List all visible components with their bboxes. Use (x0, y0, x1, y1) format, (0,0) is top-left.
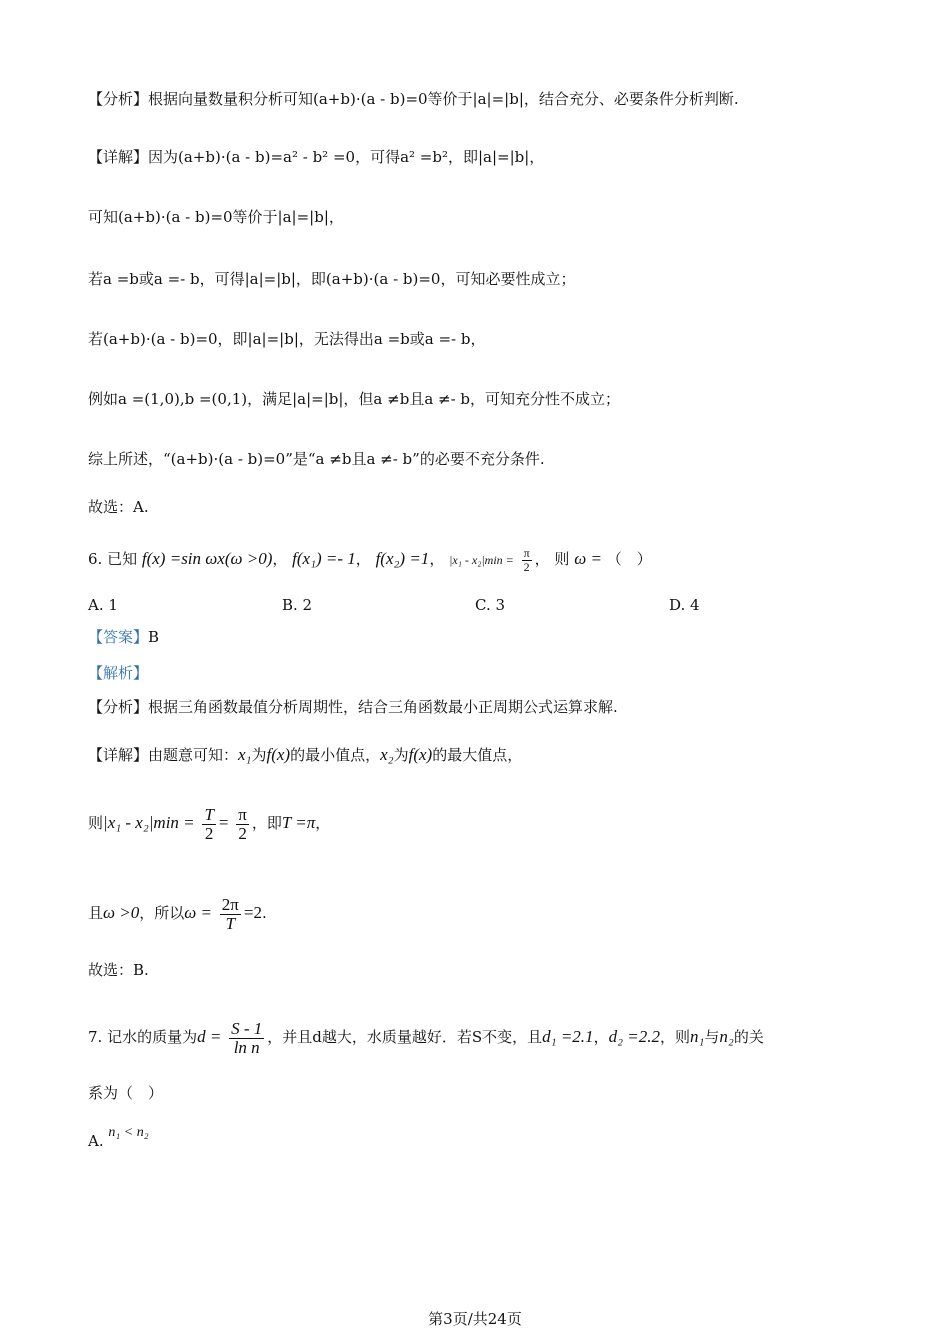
detail-6b-ji: ，即 (251, 814, 282, 832)
q7-d2: d₂ =2.2 (608, 1027, 660, 1046)
detail-line-5 (88, 392, 620, 407)
selection-5 (88, 500, 149, 515)
detail-6c-cond: ω >0 (103, 903, 140, 922)
detail-text-4: 若(a+b)·(a - b)=0，即|a|=|b|，无法得出a =b或a =- b， (88, 330, 486, 348)
explanation-label: 【解析】 (88, 664, 149, 682)
detail-text-2: 可知(a+b)·(a - b)=0等价于|a|=|b|， (88, 208, 344, 226)
explanation-label-line (88, 666, 148, 681)
selection-6 (88, 963, 149, 978)
selection-5-text: 故选：A. (88, 498, 149, 516)
answer-label: 【答案】 (88, 628, 149, 646)
detail-6a-x1: x₁ (238, 745, 252, 764)
question-6: 6. 已知 f(x) =sin ωx(ω >0)， f(x₁) =- 1， f(x₂) =1， |x₁ - x₂|min = $\frac{\pi}{2}$ ， 则 ω = （ ） (88, 546, 652, 574)
frac-pi-den: 2 (238, 824, 247, 843)
analysis-line (88, 92, 739, 107)
detail-6c-suoyi: ，所以 (139, 904, 185, 922)
q7-yu: 与 (704, 1028, 720, 1046)
q7-frac-den: ln n (233, 1038, 260, 1057)
analysis-6-text: 【分析】根据三角函数最值分析周期性，结合三角函数最小正周期公式运算求解. (88, 698, 618, 716)
detail-6b-ze: 则 (88, 814, 104, 832)
detail-6a-wei2: 为 (393, 746, 409, 764)
detail-text-3: 若a =b或a =- b，可得|a|=|b|，即(a+b)·(a - b)=0，可知必要性成立； (88, 270, 576, 288)
detail-line-2 (88, 210, 344, 225)
q7-ze: ，则 (659, 1028, 690, 1046)
q7-d: d = (197, 1027, 222, 1046)
detail-6a-fx2: f(x) (408, 745, 433, 764)
q7-n1: n₁ (689, 1027, 705, 1046)
q6-function: f(x) =sin ωx(ω >0) (141, 549, 273, 568)
option-b: B. 2 (282, 596, 313, 614)
q7-guan: 的关 (733, 1028, 764, 1046)
frac-2pi-num: 2π (221, 895, 239, 914)
detail-6b-line: 则|x₁ - x₂|min = $\frac{T}{2}$ = $\frac{\pi}{2}$ ，即T =π， (88, 805, 331, 843)
option-a: A. 1 (88, 596, 118, 614)
detail-6a-x2: x₂ (380, 745, 394, 764)
detail-6b-lhs: |x₁ - x₂|min = (103, 813, 195, 832)
question-7-line-2 (88, 1086, 163, 1101)
q7-fraction (229, 1020, 264, 1056)
frac-pi-num: π (238, 805, 247, 824)
q6-cond-3: |x₁ - x₂|min = (449, 553, 514, 567)
option-c: C. 3 (475, 596, 506, 614)
q7-option-a-label: A. (88, 1132, 104, 1150)
q6-omega: ω = (574, 549, 602, 568)
detail-text-5: 例如a =(1,0),b =(0,1)，满足|a|=|b|，但a ≠b且a ≠- b，可知充分性不成立； (88, 390, 621, 408)
detail-line-6 (88, 452, 545, 467)
answer-line (88, 630, 159, 645)
question-7: 7. 记水的质量为d = $\frac{S - 1}{\text{ln n}}$ ，并且d越大，水质量越好．若S不变，且d₁ =2.1，d₂ =2.2，则n₁与n₂的关 (88, 1019, 764, 1057)
q7-n2: n₂ (719, 1027, 734, 1046)
q6-frac-den: 2 (523, 560, 530, 574)
detail-6a-fx: f(x) (266, 745, 291, 764)
detail-6c-line: 且ω >0，所以ω = $\frac{2\pi}{T}$ =2. (88, 895, 267, 933)
q6-then: 则 (554, 550, 570, 568)
detail-6c-frac (220, 896, 241, 932)
detail-6c-rhs: =2 (243, 903, 262, 922)
q7-frac-num: S - 1 (231, 1019, 263, 1038)
detail-6b-frac-1 (202, 806, 215, 842)
q6-prefix: 6. 已知 (88, 550, 138, 568)
q7-option-a (88, 1124, 149, 1150)
q7-d1: d₁ =2.1 (542, 1027, 594, 1046)
answer-value: B (148, 628, 160, 646)
q7-line2-text: 系为（ ） (88, 1084, 164, 1102)
q6-cond-2: f(x₂) =1 (375, 549, 430, 568)
detail-6a-line (88, 746, 522, 763)
frac-T-den: 2 (204, 824, 214, 843)
detail-6c-qie: 且 (88, 904, 104, 922)
q7-option-a-text: n₁ < n₂ (108, 1125, 149, 1140)
detail-6b-frac-2 (236, 806, 249, 842)
q7-pre: 7. 记水的质量为 (88, 1028, 198, 1046)
detail-line-3 (88, 272, 575, 287)
detail-text-6: 综上所述，“(a+b)·(a - b)=0”是“a ≠b且a ≠- b”的必要不充分条件. (88, 450, 545, 468)
q6-fraction (522, 547, 532, 573)
detail-6a-max: 的最大值点， (432, 746, 523, 764)
frac-2pi-den: T (225, 914, 236, 933)
q6-frac-num: π (523, 546, 530, 560)
detail-6a-wei1: 为 (251, 746, 267, 764)
detail-6a-pre: 【详解】由题意可知： (88, 746, 239, 764)
detail-6c-lhs: ω = (184, 903, 212, 922)
frac-T-num: T (204, 805, 214, 824)
detail-text-1: 【详解】因为(a+b)·(a - b)=a² - b² =0，可得a² =b²，即|a|=|b|， (88, 148, 545, 166)
q7-mid: ，并且d越大，水质量越好．若S不变，且 (267, 1028, 543, 1046)
detail-line-4 (88, 332, 485, 347)
selection-6-text: 故选：B. (88, 961, 149, 979)
analysis-text: 【分析】根据向量数量积分析可知(a+b)·(a - b)=0等价于|a|=|b|，结合充分、必要条件分析判断. (88, 90, 739, 108)
detail-line-1 (88, 150, 544, 165)
detail-6b-result: T =π (281, 813, 316, 832)
q6-paren: （ ） (606, 550, 652, 568)
page-footer: 第3页/共24页 (428, 1310, 522, 1328)
option-d: D. 4 (669, 596, 700, 614)
q6-cond-1: f(x₁) =- 1 (292, 549, 356, 568)
detail-6a-min: 的最小值点， (290, 746, 381, 764)
analysis-6-line (88, 700, 618, 715)
